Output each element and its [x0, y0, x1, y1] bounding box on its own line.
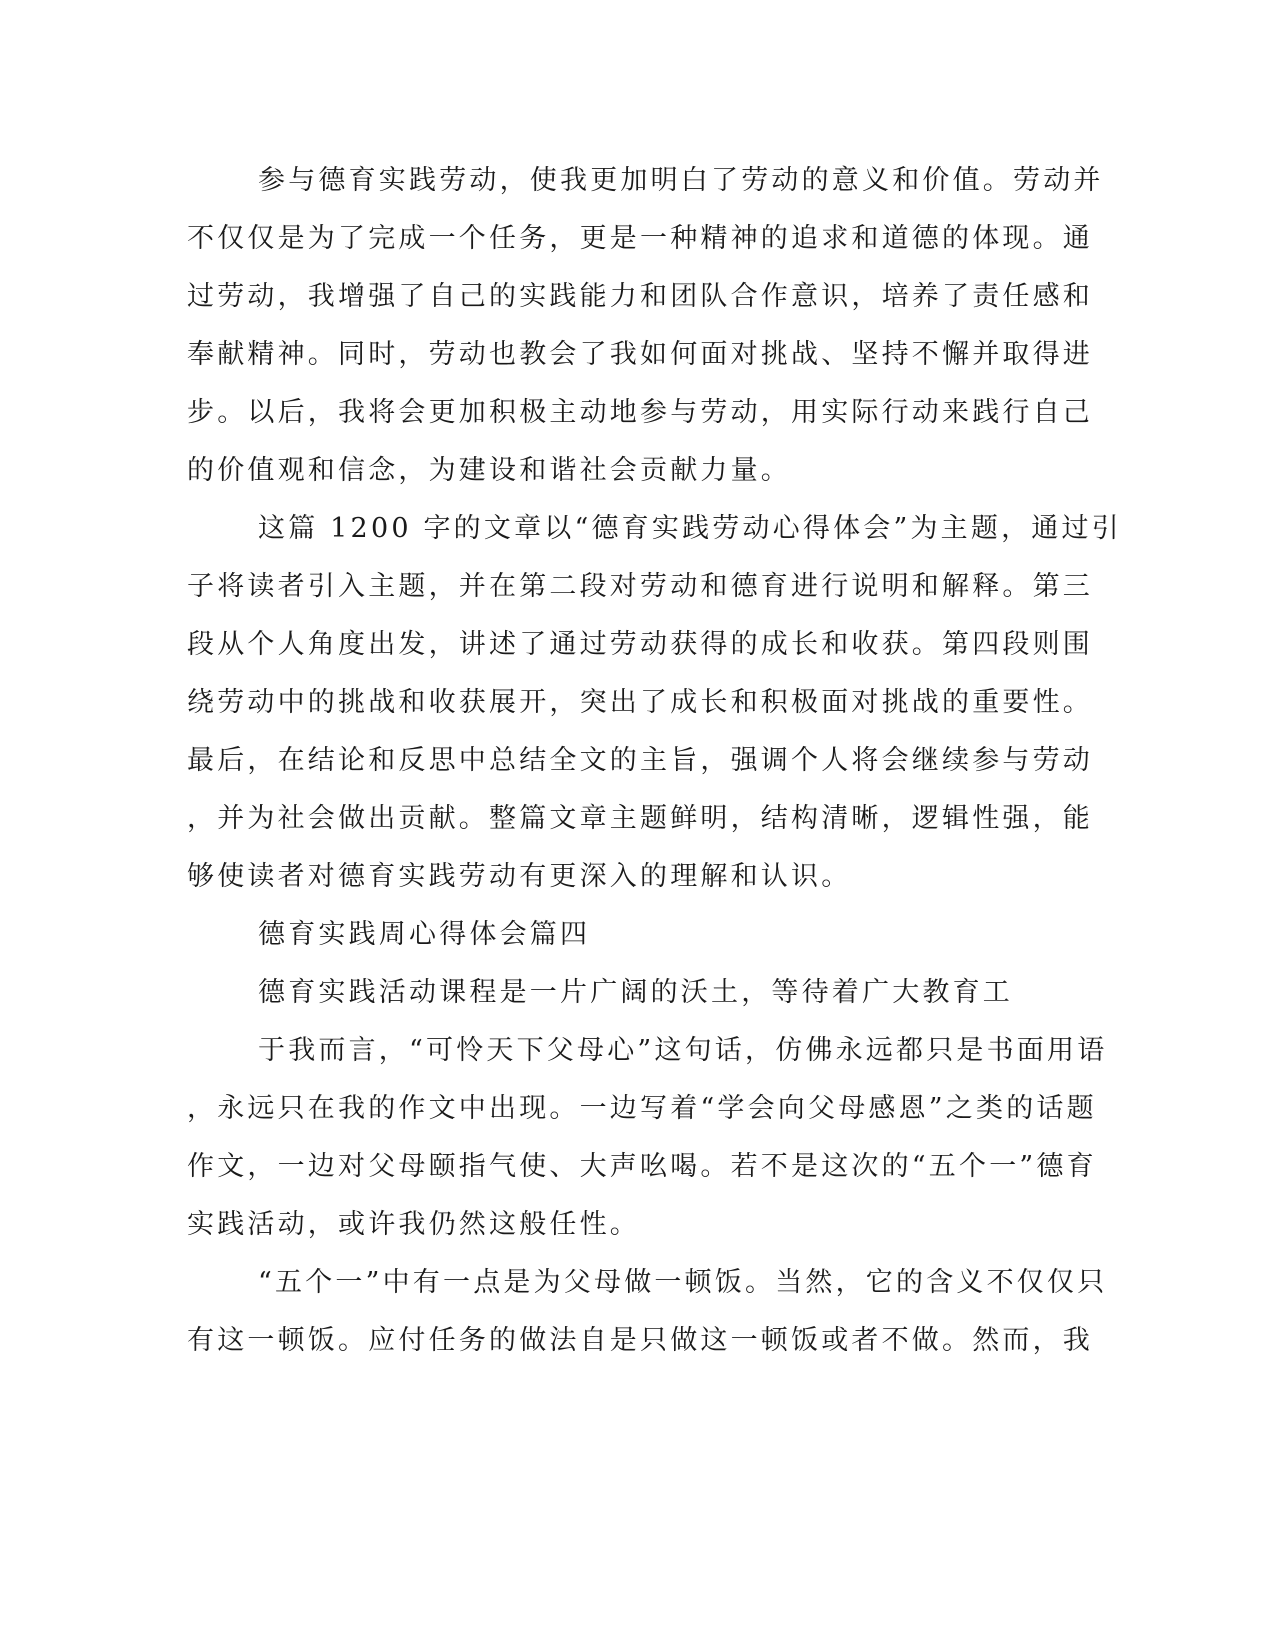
text-line: 作文，一边对父母颐指气使、大声吆喝。若不是这次的“五个一”德育 [187, 1151, 1097, 1182]
text-line: 够使读者对德育实践劳动有更深入的理解和认识。 [187, 861, 852, 892]
text-line: 于我而言，“可怜天下父母心”这句话，仿佛永远都只是书面用语 [258, 1035, 1108, 1066]
text-line: 子将读者引入主题，并在第二段对劳动和德育进行说明和解释。第三 [187, 571, 1093, 602]
text-line: 这篇 1200 字的文章以“德育实践劳动心得体会”为主题，通过引 [258, 513, 1122, 544]
text-line: 实践活动，或许我仍然这般任性。 [187, 1209, 640, 1240]
text-line: 最后，在结论和反思中总结全文的主旨，强调个人将会继续参与劳动 [187, 745, 1093, 776]
text-line: 过劳动，我增强了自己的实践能力和团队合作意识，培养了责任感和 [187, 281, 1093, 312]
text-line: 步。以后，我将会更加积极主动地参与劳动，用实际行动来践行自己 [187, 397, 1093, 428]
section-heading: 德育实践周心得体会篇四 [258, 919, 591, 950]
text-line: ，并为社会做出贡献。整篇文章主题鲜明，结构清晰，逻辑性强，能 [187, 803, 1093, 834]
text-line: ，永远只在我的作文中出现。一边写着“学会向父母感恩”之类的话题 [187, 1093, 1097, 1124]
text-line: 段从个人角度出发，讲述了通过劳动获得的成长和收获。第四段则围 [187, 629, 1093, 660]
text-line: 奉献精神。同时，劳动也教会了我如何面对挑战、坚持不懈并取得进 [187, 339, 1093, 370]
text-line: “五个一”中有一点是为父母做一顿饭。当然，它的含义不仅仅只 [258, 1267, 1108, 1298]
text-line: 有这一顿饭。应付任务的做法自是只做这一顿饭或者不做。然而，我 [187, 1325, 1093, 1356]
text-line: 不仅仅是为了完成一个任务，更是一种精神的追求和道德的体现。通 [187, 223, 1093, 254]
text-line: 的价值观和信念，为建设和谐社会贡献力量。 [187, 455, 791, 486]
text-line: 德育实践活动课程是一片广阔的沃土，等待着广大教育工 [258, 977, 1013, 1008]
text-line: 绕劳动中的挑战和收获展开，突出了成长和积极面对挑战的重要性。 [187, 687, 1093, 718]
text-line: 参与德育实践劳动，使我更加明白了劳动的意义和价值。劳动并 [258, 165, 1104, 196]
